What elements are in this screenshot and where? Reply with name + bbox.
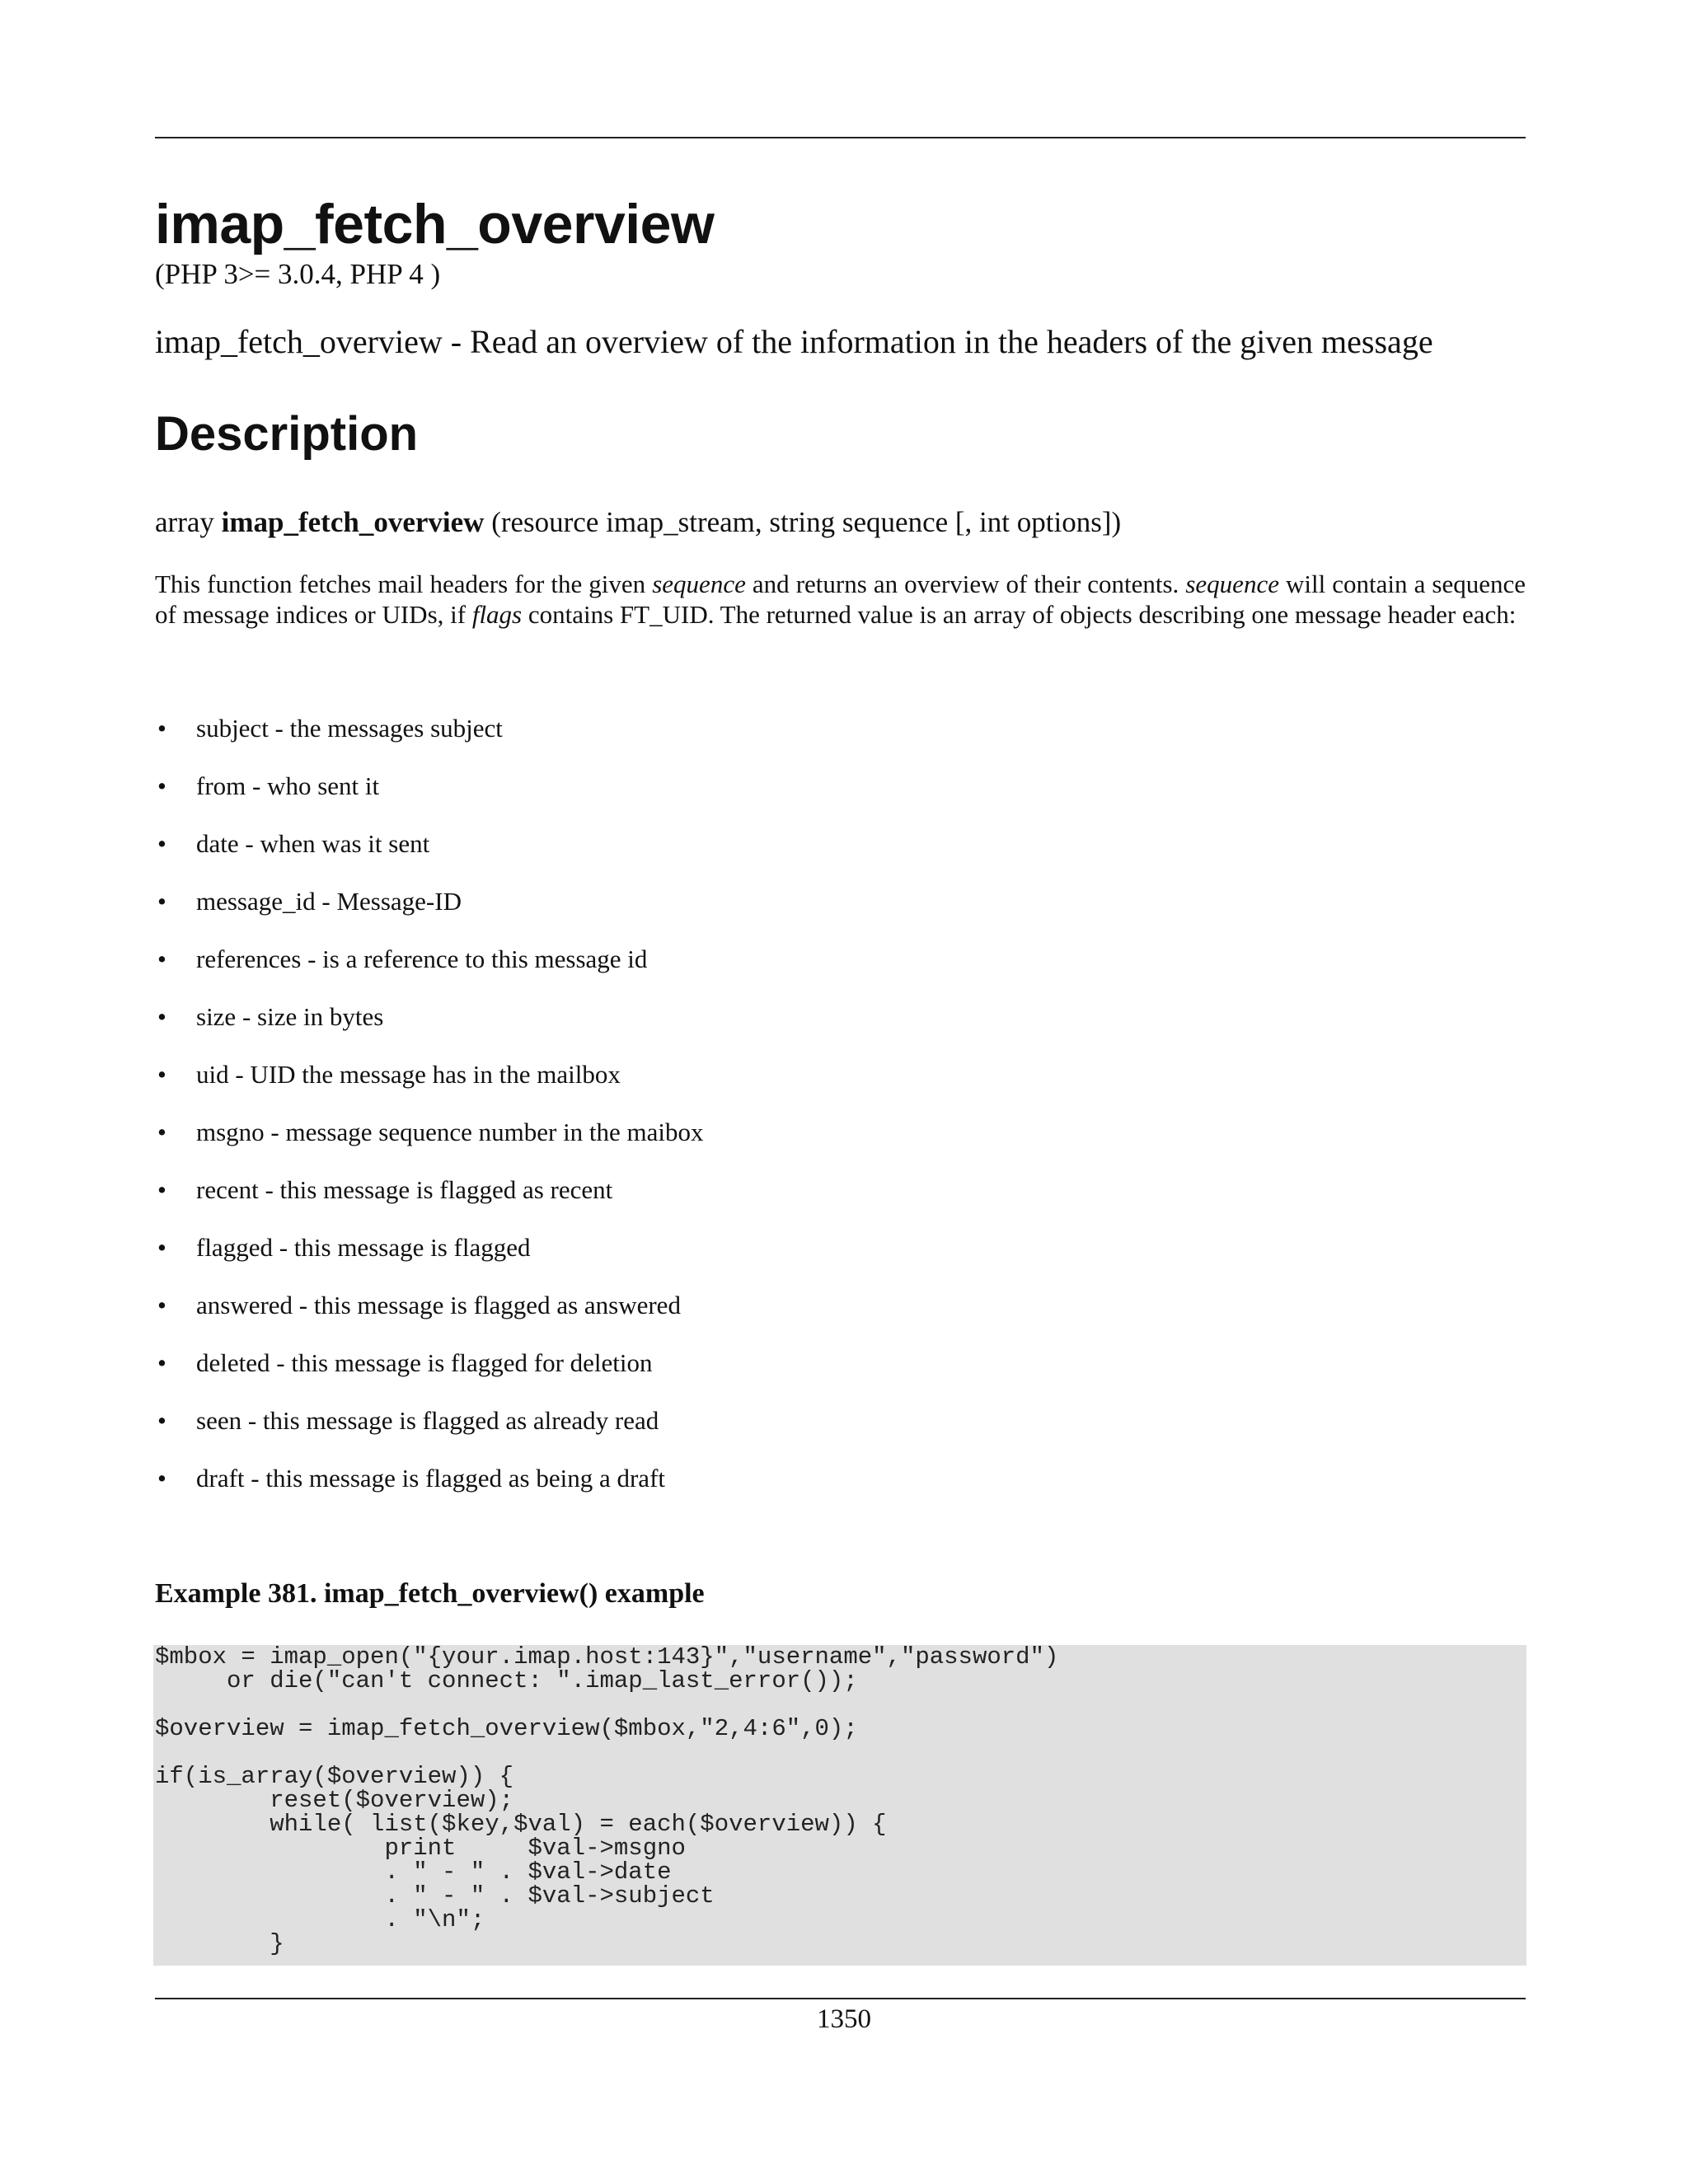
list-item — [155, 1287, 1526, 1345]
page-number: 1350 — [817, 2004, 871, 2034]
function-params: (resource imap_stream, string sequence [, int options]) — [491, 506, 1122, 538]
bullet-icon: • — [157, 1406, 166, 1435]
bullet-icon: • — [157, 1464, 166, 1493]
list-item — [155, 1114, 1526, 1172]
list-item-text: from - who sent it — [196, 771, 380, 800]
page-title: imap_fetch_overview — [155, 193, 715, 255]
list-item-text: flagged - this message is flagged — [196, 1233, 531, 1262]
list-item — [155, 1230, 1526, 1287]
list-item-text: references - is a reference to this message id — [196, 944, 648, 973]
paragraph-text: and returns an overview of their contents. — [745, 569, 1186, 598]
list-item-text: answered - this message is flagged as answered — [196, 1291, 681, 1319]
paragraph-text: contains FT_UID. The returned value is an array of objects describing one message header each: — [522, 600, 1517, 629]
list-item — [155, 1460, 1526, 1518]
bullet-icon: • — [157, 771, 166, 800]
code-line: $mbox = imap_open("{your.imap.host:143}","username","password") — [155, 1645, 1059, 1671]
code-line: reset($overview); — [155, 1787, 514, 1814]
list-item — [155, 1172, 1526, 1230]
bullet-icon: • — [157, 1233, 166, 1262]
list-item-text: size - size in bytes — [196, 1002, 384, 1031]
paragraph-emphasis: sequence — [652, 569, 746, 598]
code-line: } — [155, 1930, 284, 1957]
description-heading: Description — [155, 407, 419, 461]
example-title: Example 381. imap_fetch_overview() example — [155, 1578, 705, 1609]
bullet-icon: • — [157, 1291, 166, 1319]
code-line — [155, 1693, 1526, 1717]
list-item — [155, 1057, 1526, 1114]
code-line: if(is_array($overview)) { — [155, 1763, 514, 1790]
php-version: (PHP 3>= 3.0.4, PHP 4 ) — [155, 258, 441, 290]
code-line: . "\n"; — [155, 1906, 485, 1933]
bullet-icon: • — [157, 1002, 166, 1031]
list-item-text: date - when was it sent — [196, 829, 430, 858]
bullet-icon: • — [157, 1175, 166, 1204]
list-item-text: message_id - Message-ID — [196, 887, 462, 916]
bullet-icon: • — [157, 829, 166, 858]
bullet-icon: • — [157, 887, 166, 916]
code-line: $overview = imap_fetch_overview($mbox,"2,4:6",0); — [155, 1715, 858, 1742]
code-line: print $val->msgno — [155, 1835, 686, 1862]
function-summary: imap_fetch_overview - Read an overview of the information in the headers of the given message — [155, 323, 1433, 360]
code-line: . " - " . $val->date — [155, 1858, 672, 1886]
code-line: or die("can't connect: ".imap_last_error()); — [155, 1667, 858, 1694]
list-item — [155, 1345, 1526, 1403]
list-item-text: seen - this message is flagged as already read — [196, 1406, 659, 1435]
list-item — [155, 826, 1526, 883]
bullet-icon: • — [157, 1060, 166, 1089]
list-item-text: draft - this message is flagged as being a draft — [196, 1464, 666, 1493]
bullet-icon: • — [157, 944, 166, 973]
list-item-text: deleted - this message is flagged for deletion — [196, 1348, 653, 1377]
overview-fields-list — [155, 710, 1526, 1518]
bullet-icon: • — [157, 1348, 166, 1377]
list-item — [155, 710, 1526, 768]
list-item-text: recent - this message is flagged as recent — [196, 1175, 613, 1204]
list-item-text: msgno - message sequence number in the maibox — [196, 1118, 704, 1146]
bullet-icon: • — [157, 714, 166, 743]
return-type: array — [155, 506, 214, 538]
function-name: imap_fetch_overview — [221, 506, 485, 538]
list-item — [155, 768, 1526, 826]
top-rule — [155, 137, 1526, 138]
paragraph-text: This function fetches mail headers for the given — [155, 569, 653, 598]
paragraph-text: will contain a sequence of message indices or UIDs, if — [155, 569, 1526, 629]
bottom-rule — [155, 1998, 1526, 1999]
description-paragraph — [155, 569, 1526, 630]
code-line: . " - " . $val->subject — [155, 1882, 715, 1910]
function-synopsis — [155, 504, 1121, 541]
bullet-icon: • — [157, 1118, 166, 1146]
list-item — [155, 883, 1526, 941]
list-item — [155, 941, 1526, 999]
paragraph-emphasis: flags — [471, 600, 523, 629]
code-example — [153, 1645, 1526, 1966]
list-item — [155, 999, 1526, 1057]
code-line: while( list($key,$val) = each($overview)) { — [155, 1811, 887, 1838]
list-item — [155, 1403, 1526, 1460]
list-item-text: uid - UID the message has in the mailbox — [196, 1060, 621, 1089]
code-line — [155, 1741, 1526, 1765]
paragraph-emphasis: sequence — [1185, 569, 1279, 598]
list-item-text: subject - the messages subject — [196, 714, 503, 743]
